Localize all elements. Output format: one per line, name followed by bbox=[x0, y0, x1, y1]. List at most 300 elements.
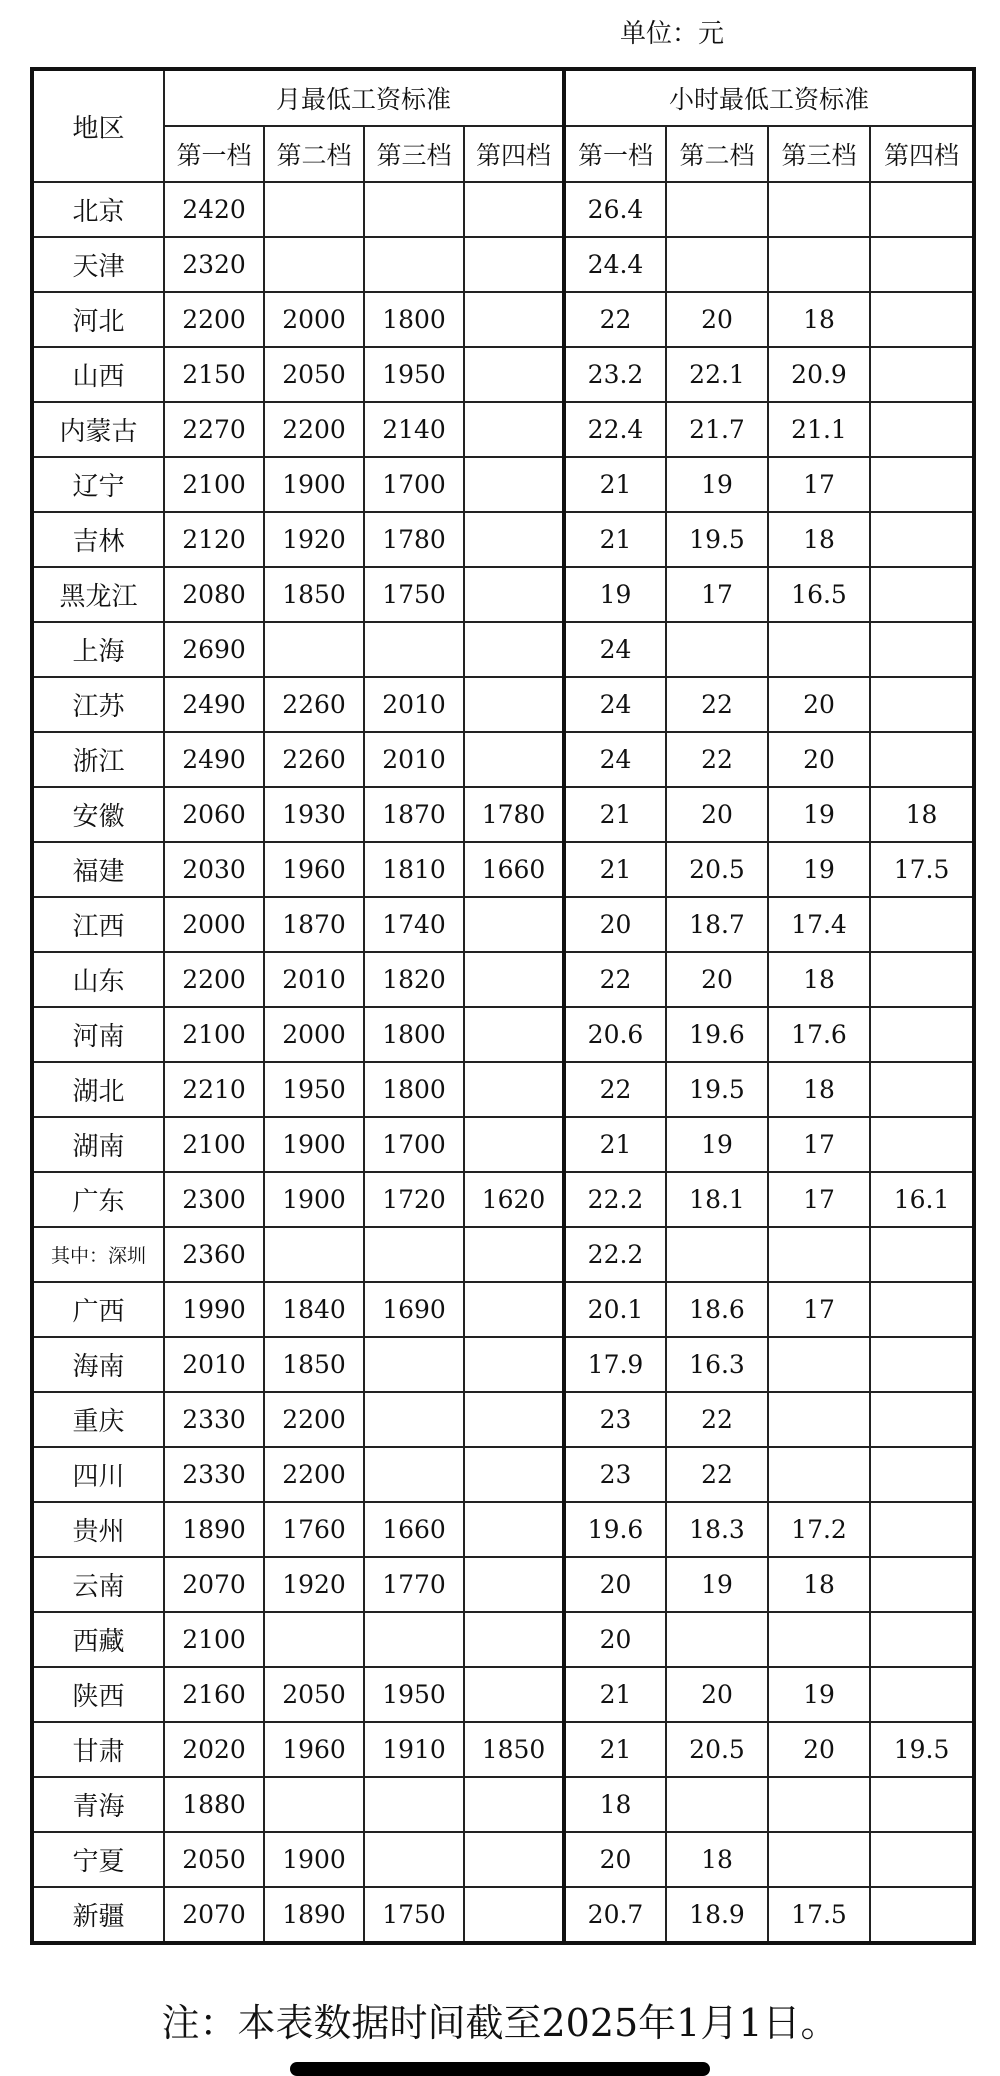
monthly-wage-cell bbox=[364, 1612, 464, 1667]
monthly-wage-cell: 2030 bbox=[164, 842, 264, 897]
hourly-wage-cell: 22 bbox=[666, 1392, 768, 1447]
monthly-wage-cell: 1850 bbox=[264, 1337, 364, 1392]
hourly-wage-cell: 19 bbox=[768, 842, 870, 897]
monthly-wage-cell: 1950 bbox=[264, 1062, 364, 1117]
monthly-wage-cell bbox=[264, 1612, 364, 1667]
hourly-wage-cell: 22 bbox=[564, 952, 666, 1007]
hourly-wage-cell: 17 bbox=[768, 1172, 870, 1227]
hourly-wage-cell bbox=[768, 1392, 870, 1447]
monthly-wage-cell: 1760 bbox=[264, 1502, 364, 1557]
monthly-wage-cell: 1870 bbox=[364, 787, 464, 842]
monthly-wage-cell bbox=[464, 677, 564, 732]
monthly-wage-cell bbox=[464, 1777, 564, 1832]
monthly-wage-cell: 2050 bbox=[264, 347, 364, 402]
unit-label: 单位：元 bbox=[620, 19, 725, 49]
monthly-wage-cell: 2300 bbox=[164, 1172, 264, 1227]
monthly-wage-cell bbox=[464, 1337, 564, 1392]
region-cell: 北京 bbox=[32, 182, 164, 237]
monthly-wage-cell: 1990 bbox=[164, 1282, 264, 1337]
monthly-wage-cell: 1870 bbox=[264, 897, 364, 952]
monthly-wage-cell bbox=[464, 347, 564, 402]
monthly-wage-cell: 1920 bbox=[264, 512, 364, 567]
hourly-wage-cell: 21 bbox=[564, 1722, 666, 1777]
hourly-wage-cell bbox=[870, 677, 974, 732]
hourly-wage-cell bbox=[870, 1887, 974, 1943]
hourly-wage-cell: 22.2 bbox=[564, 1172, 666, 1227]
monthly-tier-header: 第四档 bbox=[464, 126, 564, 182]
monthly-wage-cell bbox=[264, 182, 364, 237]
table-row bbox=[32, 1227, 974, 1282]
hourly-wage-cell bbox=[870, 1337, 974, 1392]
table-row bbox=[32, 787, 974, 842]
hourly-wage-cell: 19 bbox=[768, 787, 870, 842]
hourly-wage-cell: 21 bbox=[564, 457, 666, 512]
hourly-wage-cell bbox=[666, 1777, 768, 1832]
monthly-wage-cell: 2010 bbox=[164, 1337, 264, 1392]
region-cell: 宁夏 bbox=[32, 1832, 164, 1887]
hourly-wage-cell bbox=[870, 347, 974, 402]
table-row bbox=[32, 1612, 974, 1667]
hourly-wage-cell: 18 bbox=[768, 952, 870, 1007]
hourly-wage-cell: 19.5 bbox=[666, 512, 768, 567]
region-cell: 湖南 bbox=[32, 1117, 164, 1172]
region-cell: 安徽 bbox=[32, 787, 164, 842]
table-row bbox=[32, 952, 974, 1007]
monthly-wage-cell: 1890 bbox=[264, 1887, 364, 1943]
monthly-wage-cell bbox=[364, 1392, 464, 1447]
hourly-wage-cell: 22 bbox=[666, 1447, 768, 1502]
monthly-wage-cell: 1800 bbox=[364, 292, 464, 347]
monthly-wage-cell: 2260 bbox=[264, 732, 364, 787]
region-cell: 重庆 bbox=[32, 1392, 164, 1447]
hourly-wage-cell bbox=[768, 1832, 870, 1887]
hourly-wage-cell bbox=[870, 512, 974, 567]
hourly-wage-cell bbox=[768, 1612, 870, 1667]
monthly-wage-cell bbox=[464, 1282, 564, 1337]
hourly-wage-cell bbox=[870, 1557, 974, 1612]
hourly-wage-cell bbox=[666, 1612, 768, 1667]
hourly-wage-cell bbox=[870, 952, 974, 1007]
hourly-wage-cell: 23 bbox=[564, 1392, 666, 1447]
hourly-wage-cell: 20.5 bbox=[666, 1722, 768, 1777]
monthly-wage-cell: 2050 bbox=[264, 1667, 364, 1722]
hourly-wage-cell: 20 bbox=[666, 292, 768, 347]
monthly-wage-cell: 2200 bbox=[164, 952, 264, 1007]
hourly-wage-cell: 18.3 bbox=[666, 1502, 768, 1557]
hourly-wage-cell: 20.6 bbox=[564, 1007, 666, 1062]
table-row bbox=[32, 457, 974, 512]
table-row bbox=[32, 677, 974, 732]
hourly-wage-cell bbox=[870, 1227, 974, 1282]
hourly-wage-cell bbox=[870, 1777, 974, 1832]
hourly-wage-cell: 21.7 bbox=[666, 402, 768, 457]
monthly-wage-cell: 1850 bbox=[264, 567, 364, 622]
hourly-wage-cell: 18.1 bbox=[666, 1172, 768, 1227]
region-cell: 内蒙古 bbox=[32, 402, 164, 457]
hourly-wage-cell bbox=[666, 182, 768, 237]
monthly-wage-cell: 2490 bbox=[164, 677, 264, 732]
monthly-wage-cell bbox=[464, 402, 564, 457]
hourly-wage-cell bbox=[870, 732, 974, 787]
monthly-wage-cell: 1950 bbox=[364, 1667, 464, 1722]
hourly-wage-cell bbox=[870, 1117, 974, 1172]
monthly-wage-cell bbox=[364, 1337, 464, 1392]
hourly-wage-cell: 18.9 bbox=[666, 1887, 768, 1943]
hourly-wage-cell bbox=[768, 1447, 870, 1502]
monthly-wage-cell: 1690 bbox=[364, 1282, 464, 1337]
table-row bbox=[32, 1722, 974, 1777]
monthly-wage-cell bbox=[464, 237, 564, 292]
monthly-wage-cell: 1850 bbox=[464, 1722, 564, 1777]
hourly-wage-cell: 19.5 bbox=[870, 1722, 974, 1777]
hourly-wage-cell: 22.4 bbox=[564, 402, 666, 457]
hourly-wage-cell: 20 bbox=[768, 732, 870, 787]
monthly-wage-cell bbox=[364, 182, 464, 237]
monthly-wage-cell bbox=[464, 732, 564, 787]
table-row bbox=[32, 512, 974, 567]
monthly-wage-cell bbox=[364, 622, 464, 677]
hourly-wage-cell: 22.2 bbox=[564, 1227, 666, 1282]
hourly-wage-cell bbox=[870, 1502, 974, 1557]
monthly-wage-cell: 2200 bbox=[264, 1447, 364, 1502]
region-cell: 辽宁 bbox=[32, 457, 164, 512]
monthly-wage-cell bbox=[264, 237, 364, 292]
hourly-wage-cell bbox=[768, 237, 870, 292]
hourly-wage-cell: 23.2 bbox=[564, 347, 666, 402]
region-cell: 河南 bbox=[32, 1007, 164, 1062]
region-cell: 福建 bbox=[32, 842, 164, 897]
hourly-wage-cell: 18 bbox=[564, 1777, 666, 1832]
monthly-wage-cell bbox=[364, 1447, 464, 1502]
region-cell: 西藏 bbox=[32, 1612, 164, 1667]
monthly-wage-cell: 1840 bbox=[264, 1282, 364, 1337]
monthly-wage-cell: 2010 bbox=[264, 952, 364, 1007]
table-note: 注：本表数据时间截至2025年1月1日。 bbox=[161, 2001, 839, 2045]
hourly-wage-cell: 20 bbox=[564, 897, 666, 952]
monthly-wage-cell bbox=[464, 1832, 564, 1887]
hourly-wage-cell bbox=[870, 1667, 974, 1722]
monthly-tier-header: 第二档 bbox=[264, 126, 364, 182]
monthly-wage-cell: 2420 bbox=[164, 182, 264, 237]
hourly-wage-cell: 17.2 bbox=[768, 1502, 870, 1557]
monthly-wage-cell bbox=[264, 1227, 364, 1282]
region-cell: 甘肃 bbox=[32, 1722, 164, 1777]
hourly-wage-cell: 18 bbox=[768, 292, 870, 347]
monthly-wage-cell bbox=[464, 1612, 564, 1667]
table-row bbox=[32, 842, 974, 897]
hourly-wage-cell: 20 bbox=[768, 677, 870, 732]
hourly-tier-header: 第四档 bbox=[870, 126, 974, 182]
hourly-wage-cell bbox=[870, 1062, 974, 1117]
table-row bbox=[32, 1887, 974, 1943]
hourly-wage-cell: 24 bbox=[564, 732, 666, 787]
monthly-wage-cell bbox=[464, 457, 564, 512]
monthly-wage-cell bbox=[464, 1227, 564, 1282]
hourly-wage-cell: 24 bbox=[564, 622, 666, 677]
monthly-wage-cell: 1960 bbox=[264, 842, 364, 897]
hourly-wage-cell: 20.7 bbox=[564, 1887, 666, 1943]
monthly-wage-cell: 1660 bbox=[364, 1502, 464, 1557]
hourly-wage-cell: 16.5 bbox=[768, 567, 870, 622]
monthly-wage-cell: 2360 bbox=[164, 1227, 264, 1282]
hourly-wage-cell: 16.3 bbox=[666, 1337, 768, 1392]
hourly-wage-cell: 18 bbox=[768, 1557, 870, 1612]
hourly-wage-cell: 19 bbox=[564, 567, 666, 622]
monthly-wage-cell bbox=[464, 1502, 564, 1557]
table-row bbox=[32, 1172, 974, 1227]
hourly-wage-cell bbox=[666, 1227, 768, 1282]
hourly-wage-cell: 18 bbox=[666, 1832, 768, 1887]
hourly-wage-cell: 23 bbox=[564, 1447, 666, 1502]
hourly-wage-cell: 19 bbox=[666, 1117, 768, 1172]
monthly-tier-header: 第三档 bbox=[364, 126, 464, 182]
hourly-wage-cell: 17 bbox=[768, 457, 870, 512]
monthly-wage-cell: 1720 bbox=[364, 1172, 464, 1227]
hourly-wage-cell: 21 bbox=[564, 512, 666, 567]
region-cell: 天津 bbox=[32, 237, 164, 292]
table-row bbox=[32, 182, 974, 237]
hourly-wage-cell: 24.4 bbox=[564, 237, 666, 292]
table-row bbox=[32, 1337, 974, 1392]
hourly-wage-cell: 20 bbox=[564, 1557, 666, 1612]
table-row bbox=[32, 1557, 974, 1612]
monthly-wage-cell bbox=[464, 952, 564, 1007]
hourly-wage-cell: 17.6 bbox=[768, 1007, 870, 1062]
table-header bbox=[32, 69, 974, 182]
table-row bbox=[32, 567, 974, 622]
hourly-tier-header: 第三档 bbox=[768, 126, 870, 182]
monthly-wage-cell bbox=[364, 1777, 464, 1832]
hourly-wage-cell bbox=[870, 622, 974, 677]
monthly-wage-cell: 2070 bbox=[164, 1887, 264, 1943]
table-row bbox=[32, 1392, 974, 1447]
monthly-wage-cell: 2120 bbox=[164, 512, 264, 567]
region-cell: 海南 bbox=[32, 1337, 164, 1392]
region-cell: 云南 bbox=[32, 1557, 164, 1612]
table-body bbox=[32, 182, 974, 1943]
monthly-wage-cell: 1700 bbox=[364, 457, 464, 512]
monthly-wage-cell: 2160 bbox=[164, 1667, 264, 1722]
hourly-wage-cell bbox=[768, 1337, 870, 1392]
hourly-wage-cell bbox=[768, 182, 870, 237]
region-cell: 山东 bbox=[32, 952, 164, 1007]
monthly-wage-cell: 2140 bbox=[364, 402, 464, 457]
hourly-wage-cell: 20 bbox=[666, 1667, 768, 1722]
hourly-wage-cell bbox=[870, 1447, 974, 1502]
monthly-wage-cell: 1620 bbox=[464, 1172, 564, 1227]
hourly-wage-cell: 22 bbox=[666, 732, 768, 787]
hourly-wage-cell: 22.1 bbox=[666, 347, 768, 402]
monthly-wage-cell bbox=[464, 897, 564, 952]
hourly-wage-cell bbox=[870, 1282, 974, 1337]
region-cell: 山西 bbox=[32, 347, 164, 402]
monthly-wage-cell: 2000 bbox=[164, 897, 264, 952]
monthly-wage-cell: 1740 bbox=[364, 897, 464, 952]
hourly-wage-cell bbox=[870, 402, 974, 457]
table-row bbox=[32, 1007, 974, 1062]
monthly-wage-cell: 1900 bbox=[264, 1117, 364, 1172]
monthly-wage-cell: 1780 bbox=[364, 512, 464, 567]
monthly-wage-cell: 1880 bbox=[164, 1777, 264, 1832]
monthly-wage-cell: 1900 bbox=[264, 1172, 364, 1227]
hourly-wage-cell bbox=[666, 622, 768, 677]
region-cell: 其中：深圳 bbox=[32, 1227, 164, 1282]
hourly-wage-cell: 20.5 bbox=[666, 842, 768, 897]
hourly-wage-cell: 24 bbox=[564, 677, 666, 732]
hourly-wage-cell: 26.4 bbox=[564, 182, 666, 237]
table-row bbox=[32, 237, 974, 292]
monthly-wage-cell: 2270 bbox=[164, 402, 264, 457]
monthly-wage-cell: 2080 bbox=[164, 567, 264, 622]
region-cell: 广东 bbox=[32, 1172, 164, 1227]
region-cell: 吉林 bbox=[32, 512, 164, 567]
region-cell: 江西 bbox=[32, 897, 164, 952]
monthly-wage-cell: 1660 bbox=[464, 842, 564, 897]
table-row bbox=[32, 402, 974, 457]
monthly-wage-cell: 1820 bbox=[364, 952, 464, 1007]
hourly-wage-cell: 19 bbox=[666, 457, 768, 512]
hourly-wage-cell: 17 bbox=[768, 1282, 870, 1337]
hourly-wage-cell: 21 bbox=[564, 842, 666, 897]
monthly-wage-cell: 1770 bbox=[364, 1557, 464, 1612]
monthly-wage-cell: 2320 bbox=[164, 237, 264, 292]
monthly-wage-cell: 2000 bbox=[264, 1007, 364, 1062]
minimum-wage-table bbox=[30, 67, 976, 1945]
monthly-wage-cell: 1920 bbox=[264, 1557, 364, 1612]
hourly-wage-cell: 22 bbox=[564, 292, 666, 347]
hourly-wage-cell bbox=[870, 1007, 974, 1062]
table-row bbox=[32, 1832, 974, 1887]
hourly-wage-cell bbox=[870, 1832, 974, 1887]
hourly-wage-cell: 18 bbox=[870, 787, 974, 842]
region-cell: 浙江 bbox=[32, 732, 164, 787]
hourly-wage-cell: 19.6 bbox=[564, 1502, 666, 1557]
hourly-wage-cell: 17.5 bbox=[870, 842, 974, 897]
table-row bbox=[32, 732, 974, 787]
monthly-wage-cell: 1900 bbox=[264, 457, 364, 512]
monthly-wage-cell: 1800 bbox=[364, 1062, 464, 1117]
hourly-wage-cell: 20 bbox=[666, 787, 768, 842]
region-cell: 江苏 bbox=[32, 677, 164, 732]
monthly-wage-cell: 2050 bbox=[164, 1832, 264, 1887]
table-row bbox=[32, 1777, 974, 1832]
hourly-wage-cell: 17.9 bbox=[564, 1337, 666, 1392]
hourly-wage-cell: 21 bbox=[564, 787, 666, 842]
monthly-wage-cell: 1700 bbox=[364, 1117, 464, 1172]
monthly-wage-cell: 2690 bbox=[164, 622, 264, 677]
monthly-wage-cell bbox=[464, 182, 564, 237]
monthly-wage-cell: 2020 bbox=[164, 1722, 264, 1777]
monthly-wage-cell: 1960 bbox=[264, 1722, 364, 1777]
hourly-wage-cell: 20.1 bbox=[564, 1282, 666, 1337]
monthly-wage-cell bbox=[464, 1062, 564, 1117]
monthly-wage-cell: 1890 bbox=[164, 1502, 264, 1557]
hourly-wage-cell: 20 bbox=[564, 1832, 666, 1887]
table-row bbox=[32, 1062, 974, 1117]
monthly-wage-cell: 1950 bbox=[364, 347, 464, 402]
monthly-wage-cell: 2200 bbox=[164, 292, 264, 347]
hourly-wage-cell: 19 bbox=[768, 1667, 870, 1722]
region-cell: 广西 bbox=[32, 1282, 164, 1337]
monthly-wage-cell bbox=[464, 292, 564, 347]
hourly-wage-cell bbox=[768, 1227, 870, 1282]
hourly-wage-cell: 18.6 bbox=[666, 1282, 768, 1337]
monthly-wage-cell: 2200 bbox=[264, 1392, 364, 1447]
home-indicator[interactable] bbox=[290, 2062, 710, 2076]
monthly-wage-cell bbox=[464, 1887, 564, 1943]
monthly-wage-cell: 2200 bbox=[264, 402, 364, 457]
monthly-wage-cell: 1750 bbox=[364, 567, 464, 622]
table-row bbox=[32, 1282, 974, 1337]
monthly-wage-cell bbox=[464, 622, 564, 677]
hourly-wage-cell: 17.5 bbox=[768, 1887, 870, 1943]
region-header: 地区 bbox=[32, 69, 164, 182]
monthly-wage-cell bbox=[464, 1557, 564, 1612]
region-cell: 黑龙江 bbox=[32, 567, 164, 622]
monthly-wage-cell: 2260 bbox=[264, 677, 364, 732]
table-row bbox=[32, 1502, 974, 1557]
table-row bbox=[32, 292, 974, 347]
monthly-wage-cell: 2100 bbox=[164, 457, 264, 512]
monthly-group-header: 月最低工资标准 bbox=[164, 69, 564, 126]
region-cell: 河北 bbox=[32, 292, 164, 347]
hourly-tier-header: 第一档 bbox=[564, 126, 666, 182]
table-row bbox=[32, 622, 974, 677]
monthly-wage-cell bbox=[464, 1007, 564, 1062]
monthly-wage-cell bbox=[364, 237, 464, 292]
hourly-wage-cell: 19.6 bbox=[666, 1007, 768, 1062]
hourly-wage-cell: 21 bbox=[564, 1117, 666, 1172]
monthly-wage-cell: 2010 bbox=[364, 677, 464, 732]
hourly-wage-cell: 20 bbox=[666, 952, 768, 1007]
hourly-wage-cell: 20.9 bbox=[768, 347, 870, 402]
hourly-wage-cell: 19 bbox=[666, 1557, 768, 1612]
hourly-wage-cell bbox=[870, 567, 974, 622]
region-cell: 上海 bbox=[32, 622, 164, 677]
monthly-wage-cell bbox=[364, 1832, 464, 1887]
hourly-wage-cell: 19.5 bbox=[666, 1062, 768, 1117]
table-row bbox=[32, 1117, 974, 1172]
region-cell: 湖北 bbox=[32, 1062, 164, 1117]
hourly-wage-cell: 20 bbox=[564, 1612, 666, 1667]
hourly-wage-cell: 17 bbox=[666, 567, 768, 622]
monthly-wage-cell: 2060 bbox=[164, 787, 264, 842]
region-cell: 青海 bbox=[32, 1777, 164, 1832]
monthly-wage-cell: 1750 bbox=[364, 1887, 464, 1943]
hourly-wage-cell: 17.4 bbox=[768, 897, 870, 952]
hourly-wage-cell bbox=[870, 237, 974, 292]
monthly-wage-cell: 2150 bbox=[164, 347, 264, 402]
hourly-wage-cell bbox=[870, 182, 974, 237]
monthly-wage-cell: 2330 bbox=[164, 1447, 264, 1502]
table-row bbox=[32, 1447, 974, 1502]
monthly-wage-cell: 2070 bbox=[164, 1557, 264, 1612]
hourly-wage-cell: 21.1 bbox=[768, 402, 870, 457]
monthly-wage-cell: 1900 bbox=[264, 1832, 364, 1887]
monthly-wage-cell bbox=[464, 1667, 564, 1722]
table-row bbox=[32, 347, 974, 402]
hourly-wage-cell: 16.1 bbox=[870, 1172, 974, 1227]
table-row bbox=[32, 1667, 974, 1722]
hourly-wage-cell: 21 bbox=[564, 1667, 666, 1722]
monthly-wage-cell: 2010 bbox=[364, 732, 464, 787]
monthly-wage-cell: 1930 bbox=[264, 787, 364, 842]
hourly-wage-cell bbox=[870, 1612, 974, 1667]
monthly-wage-cell bbox=[264, 1777, 364, 1832]
table-row bbox=[32, 897, 974, 952]
hourly-tier-header: 第二档 bbox=[666, 126, 768, 182]
monthly-tier-header: 第一档 bbox=[164, 126, 264, 182]
